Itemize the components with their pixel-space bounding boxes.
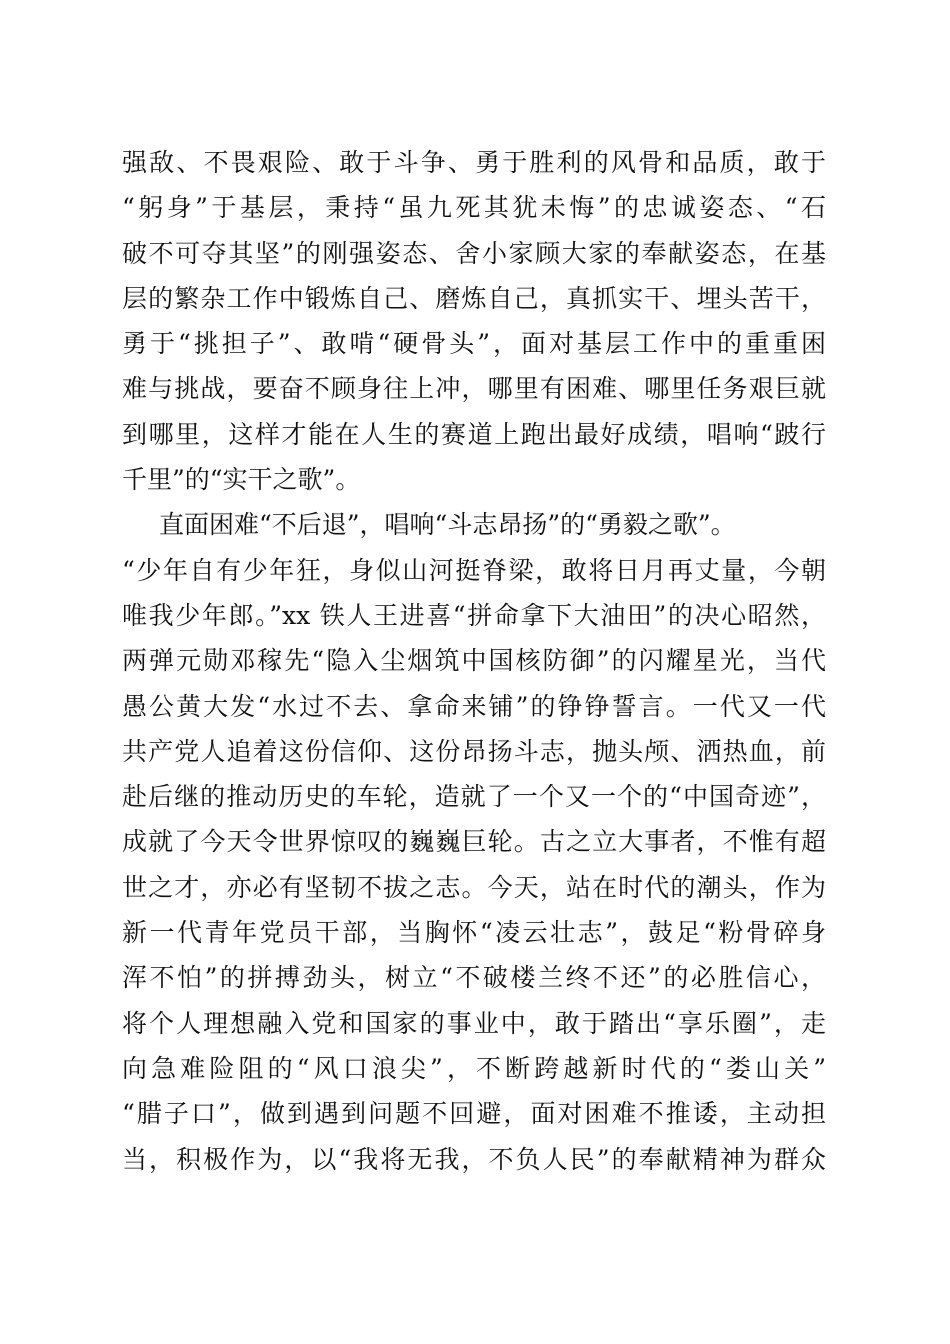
paragraph-line: 勇于“挑担子”、敢啃“硬骨头”，面对基层工作中的重重困 [122, 329, 826, 359]
paragraph-line: “少年自有少年狂，身似山河挺脊梁，敢将日月再丈量，今朝 [122, 555, 826, 585]
paragraph-line: 当，积极作为，以“我将无我，不负人民”的奉献精神为群众 [122, 1144, 826, 1174]
paragraph-line: 浑不怕”的拼搏劲头，树立“不破楼兰终不还”的必胜信心， [122, 963, 826, 993]
paragraph-line: 层的繁杂工作中锻炼自己、磨炼自己，真抓实干、埋头苦干， [122, 283, 826, 313]
paragraph-2 [122, 502, 826, 1181]
paragraph-line: 唯我少年郎。”xx 铁人王进喜“拼命拿下大油田”的决心昭然， [122, 600, 826, 630]
paragraph-line: 两弹元勋邓稼先“隐入尘烟筑中国核防御”的闪耀星光，当代 [122, 646, 826, 676]
paragraph-line: 将个人理想融入党和国家的事业中，敢于踏出“享乐圈”，走 [122, 1008, 826, 1038]
paragraph-line: 赴后继的推动历史的车轮，造就了一个又一个的“中国奇迹”， [122, 782, 826, 812]
paragraph-line: 新一代青年党员干部，当胸怀“凌云壮志”，鼓足“粉骨碎身 [122, 918, 826, 948]
paragraph-line: 破不可夺其坚”的刚强姿态、舍小家顾大家的奉献姿态，在基 [122, 238, 826, 268]
paragraph-line: 千里”的“实干之歌”。 [122, 465, 361, 495]
paragraph-line: 强敌、不畏艰险、敢于斗争、勇于胜利的风骨和品质，敢于 [122, 148, 826, 177]
paragraph-line: 难与挑战，要奋不顾身往上冲，哪里有困难、哪里任务艰巨就 [122, 374, 826, 404]
paragraph-line: 愚公黄大发“水过不去、拿命来铺”的铮铮誓言。一代又一代 [122, 691, 826, 721]
paragraph-line: 到哪里，这样才能在人生的赛道上跑出最好成绩，唱响“跛行 [122, 419, 826, 449]
paragraph-1 [122, 140, 826, 502]
paragraph-line: “腊子口”，做到遇到问题不回避，面对困难不推诿，主动担 [122, 1099, 826, 1129]
paragraph-line: 共产党人追着这份信仰、这份昂扬斗志，抛头颅、洒热血，前 [122, 736, 826, 766]
paragraph-line: 成就了今天令世界惊叹的巍巍巨轮。古之立大事者，不惟有超 [122, 827, 826, 857]
paragraph-line: 直面困难“不后退”，唱响“斗志昂扬”的“勇毅之歌”。 [159, 510, 736, 540]
document-body [122, 140, 826, 1182]
paragraph-line: “躬身”于基层，秉持“虽九死其犹未悔”的忠诚姿态、“石 [122, 193, 826, 223]
paragraph-line: 向急难险阻的“风口浪尖”，不断跨越新时代的“娄山关” [122, 1053, 826, 1083]
paragraph-line: 世之才，亦必有坚韧不拔之志。今天，站在时代的潮头，作为 [122, 872, 826, 902]
